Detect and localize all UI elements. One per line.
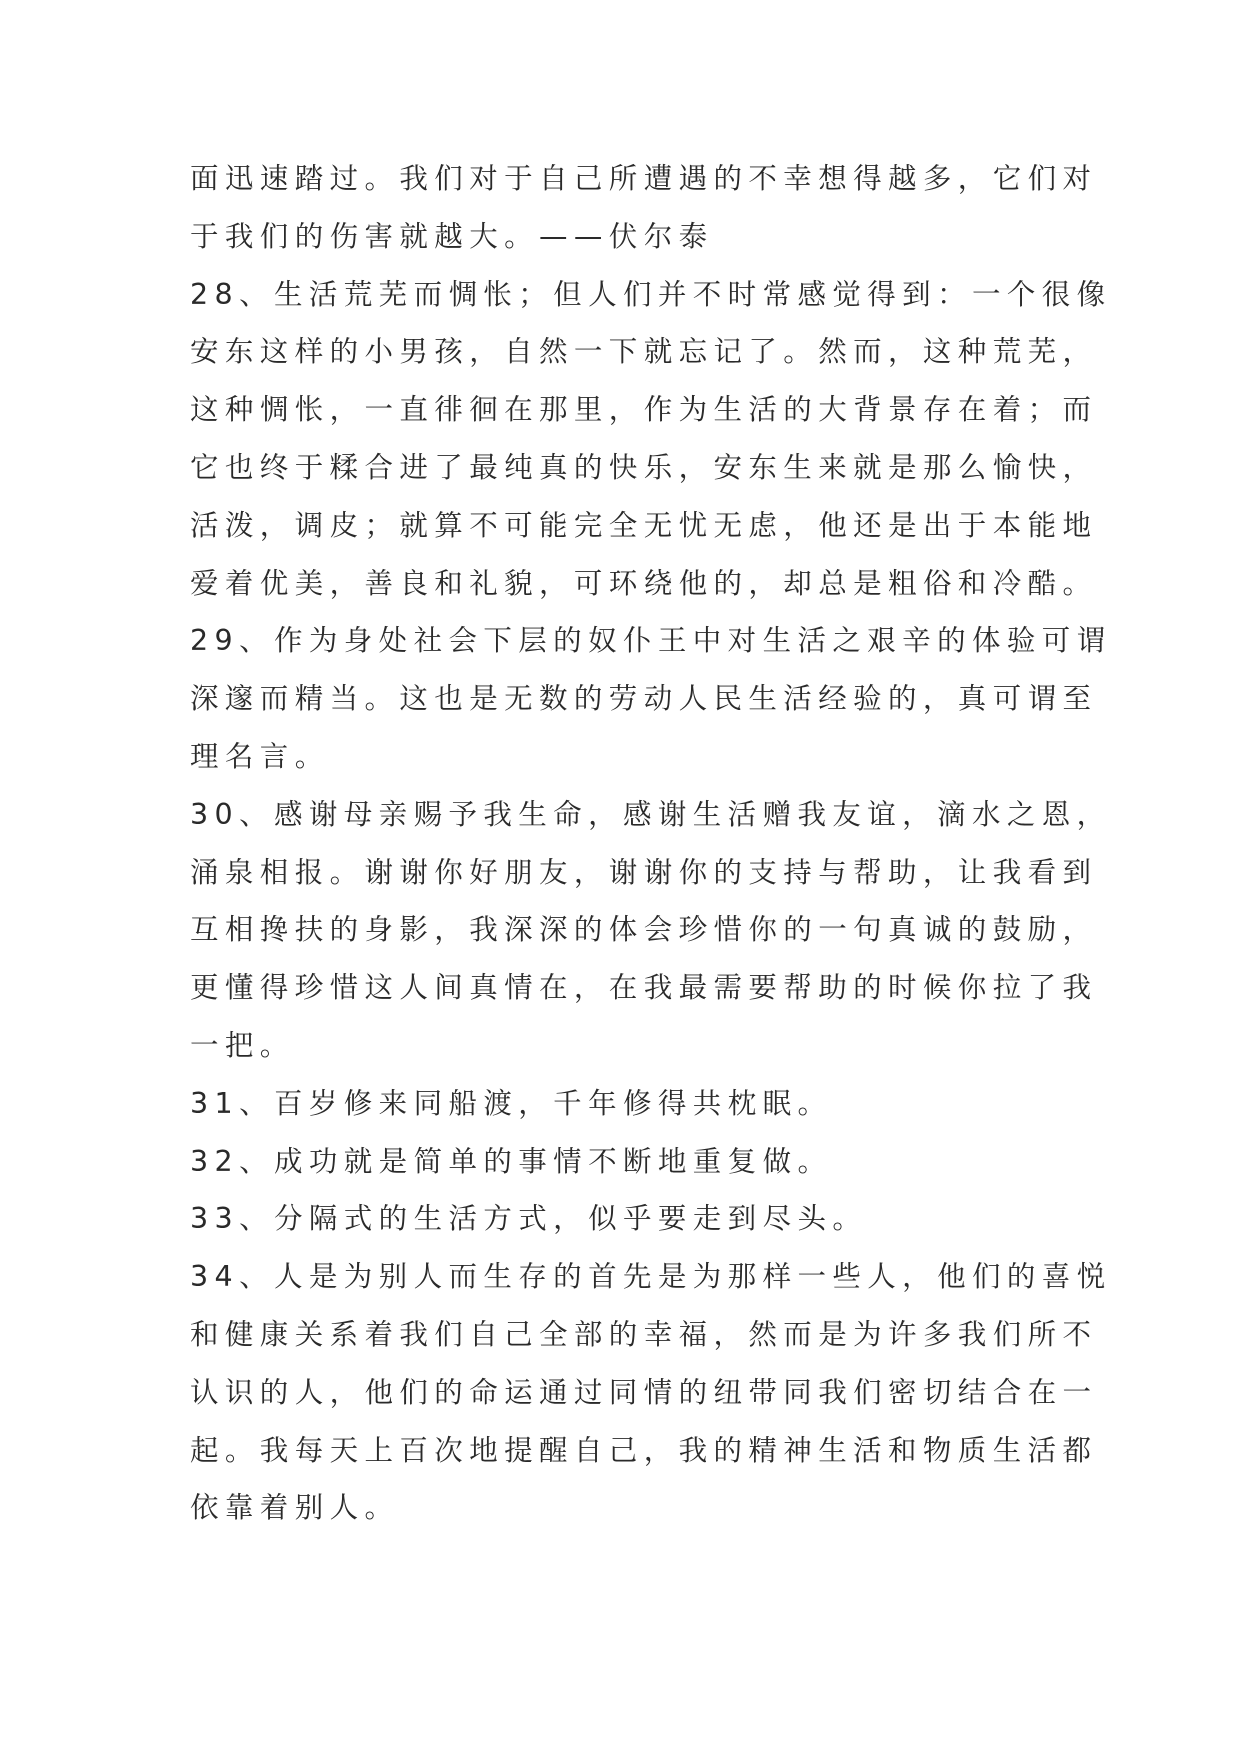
text-line: 依靠着别人。	[190, 1491, 400, 1525]
text-line: 和健康关系着我们自己全部的幸福，然而是为许多我们所不	[190, 1317, 1098, 1351]
text-line: 深邃而精当。这也是无数的劳动人民生活经验的，真可谓至	[190, 682, 1098, 716]
text-line: 34、人是为别人而生存的首先是为那样一些人，他们的喜悦	[190, 1260, 1112, 1294]
text-line: 更懂得珍惜这人间真情在，在我最需要帮助的时候你拉了我	[190, 971, 1098, 1005]
document-body	[190, 150, 1112, 1537]
text-line: 一把。	[190, 1028, 295, 1062]
text-line: 33、分隔式的生活方式，似乎要走到尽头。	[190, 1202, 868, 1236]
text-line: 爱着优美，善良和礼貌，可环绕他的，却总是粗俗和冷酷。	[190, 566, 1098, 600]
text-line: 互相搀扶的身影，我深深的体会珍惜你的一句真诚的鼓励，	[190, 913, 1098, 947]
text-line: 活泼，调皮；就算不可能完全无忧无虑，他还是出于本能地	[190, 508, 1098, 542]
text-line: 28、生活荒芜而惆怅；但人们并不时常感觉得到：一个很像	[190, 277, 1112, 311]
text-line: 认识的人，他们的命运通过同情的纽带同我们密切结合在一	[190, 1375, 1098, 1409]
text-line: 它也终于糅合进了最纯真的快乐，安东生来就是那么愉快，	[190, 450, 1098, 484]
text-line: 面迅速踏过。我们对于自己所遭遇的不幸想得越多，它们对	[190, 162, 1098, 195]
text-line: 29、作为身处社会下层的奴仆王中对生活之艰辛的体验可谓	[190, 624, 1112, 658]
text-line: 于我们的伤害就越大。——伏尔泰	[190, 219, 714, 253]
text-line: 这种惆怅，一直徘徊在那里，作为生活的大背景存在着；而	[190, 393, 1098, 427]
text-line: 理名言。	[190, 739, 330, 773]
text-line: 31、百岁修来同船渡，千年修得共枕眠。	[190, 1086, 833, 1120]
text-line: 30、感谢母亲赐予我生命，感谢生活赠我友谊，滴水之恩，	[190, 797, 1112, 831]
text-line: 安东这样的小男孩，自然一下就忘记了。然而，这种荒芜，	[190, 335, 1098, 369]
text-line: 涌泉相报。谢谢你好朋友，谢谢你的支持与帮助，让我看到	[190, 855, 1098, 889]
text-line: 起。我每天上百次地提醒自己，我的精神生活和物质生活都	[190, 1433, 1098, 1467]
text-line: 32、成功就是简单的事情不断地重复做。	[190, 1144, 833, 1178]
